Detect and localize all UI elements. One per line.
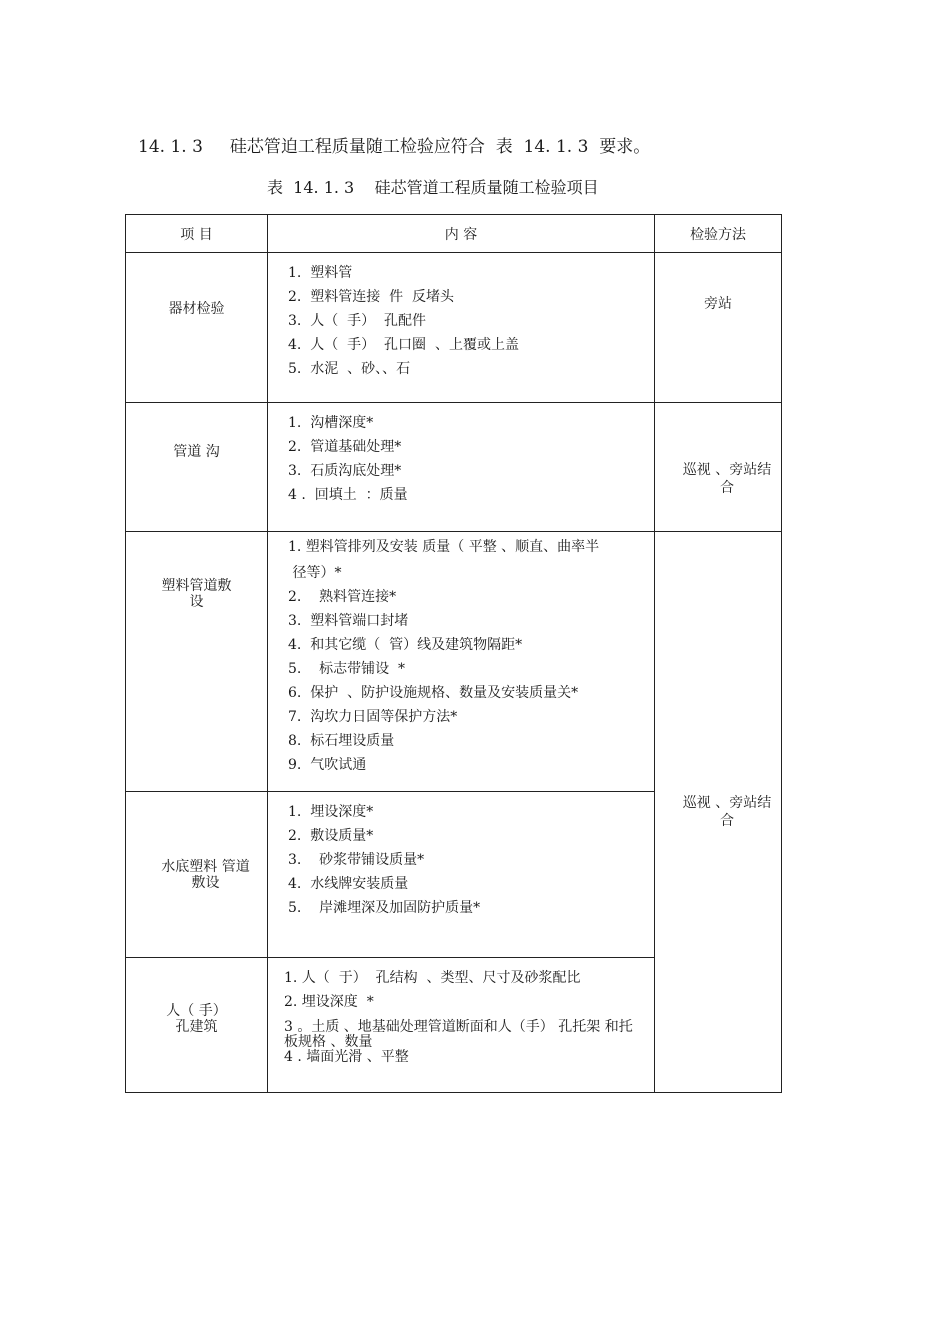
header-method: 检验方法: [655, 215, 782, 253]
list-item: 3. 人（ 手） 孔配件: [288, 313, 427, 329]
list-item: 3 。土质 、地基础处理管道断面和人（手） 孔托架 和托板规格 、数量: [284, 1019, 633, 1050]
list-item: 1. 人（ 于） 孔结构 、类型、尺寸及砂浆配比: [284, 970, 581, 986]
header-content: 内 容: [268, 215, 655, 253]
list-item: 8. 标石埋设质量: [288, 733, 395, 749]
list-item: 2. 管道基础处理*: [288, 439, 402, 455]
items-cell: [268, 958, 655, 1093]
list-item: 3. 砂浆带铺设质量*: [288, 852, 425, 868]
list-item: 2. 埋设深度 *: [284, 994, 374, 1010]
table-row: [126, 253, 782, 403]
list-item: 3. 塑料管端口封堵: [288, 613, 409, 629]
items-cell: [268, 532, 655, 792]
list-item: 4. 和其它缆（ 管）线及建筑物隔距*: [288, 637, 523, 653]
list-item: 5. 岸滩埋深及加固防护质量*: [288, 900, 481, 916]
list-item: 6. 保护 、防护设施规格、数量及安装质量关*: [288, 685, 579, 701]
list-item: 2. 敷设质量*: [288, 828, 374, 844]
category-cell: 水底塑料 管道敷设: [126, 792, 268, 958]
list-item: 3. 石质沟底处理*: [288, 463, 402, 479]
inspection-table: [125, 214, 782, 1093]
method-cell: 巡视 、旁站结合: [655, 403, 782, 532]
items-cell: [268, 253, 655, 403]
list-item: 径等）*: [288, 565, 342, 581]
table-row: [126, 532, 782, 792]
section-heading: 14. 1. 3 硅芯管迫工程质量随工检验应符合 表 14. 1. 3 要求。: [138, 137, 651, 157]
list-item: 5. 标志带铺设 *: [288, 661, 406, 677]
list-item: 4. 水线牌安装质量: [288, 876, 409, 892]
table-header-row: [126, 215, 782, 253]
list-item: 2. 熟料管连接*: [288, 589, 397, 605]
list-item: 2. 塑料管连接 件 反堵头: [288, 289, 455, 305]
method-cell: 巡视 、旁站结合: [655, 532, 782, 1093]
list-item: 4 . 回填土 ：质量: [288, 487, 408, 503]
list-item: 1. 埋设深度*: [288, 804, 374, 820]
list-item: 4. 人（ 手） 孔口圈 、上覆或上盖: [288, 337, 519, 353]
items-cell: [268, 403, 655, 532]
list-item: 4 . 墙面光滑 、平整: [284, 1049, 409, 1065]
category-cell: 塑料管道敷设: [126, 532, 268, 792]
list-item: 9. 气吹试通: [288, 757, 367, 773]
list-item: 1. 沟槽深度*: [288, 415, 374, 431]
category-cell: 人（ 手）孔建筑: [126, 958, 268, 1093]
table-caption: 表 14. 1. 3 硅芯管道工程质量随工检验项目: [267, 178, 599, 197]
list-item: 5. 水泥 、砂、、石: [288, 361, 411, 377]
table-row: [126, 403, 782, 532]
category-cell: 管道 沟: [126, 403, 268, 532]
method-cell: 旁站: [655, 253, 782, 403]
category-cell: 器材检验: [126, 253, 268, 403]
header-item: 项 目: [126, 215, 268, 253]
list-item: 1. 塑料管排列及安装 质量（ 平整 、顺直、曲率半: [288, 539, 600, 555]
list-item: 7. 沟坎力日固等保护方法*: [288, 709, 458, 725]
items-cell: [268, 792, 655, 958]
list-item: 1. 塑料管: [288, 265, 353, 281]
